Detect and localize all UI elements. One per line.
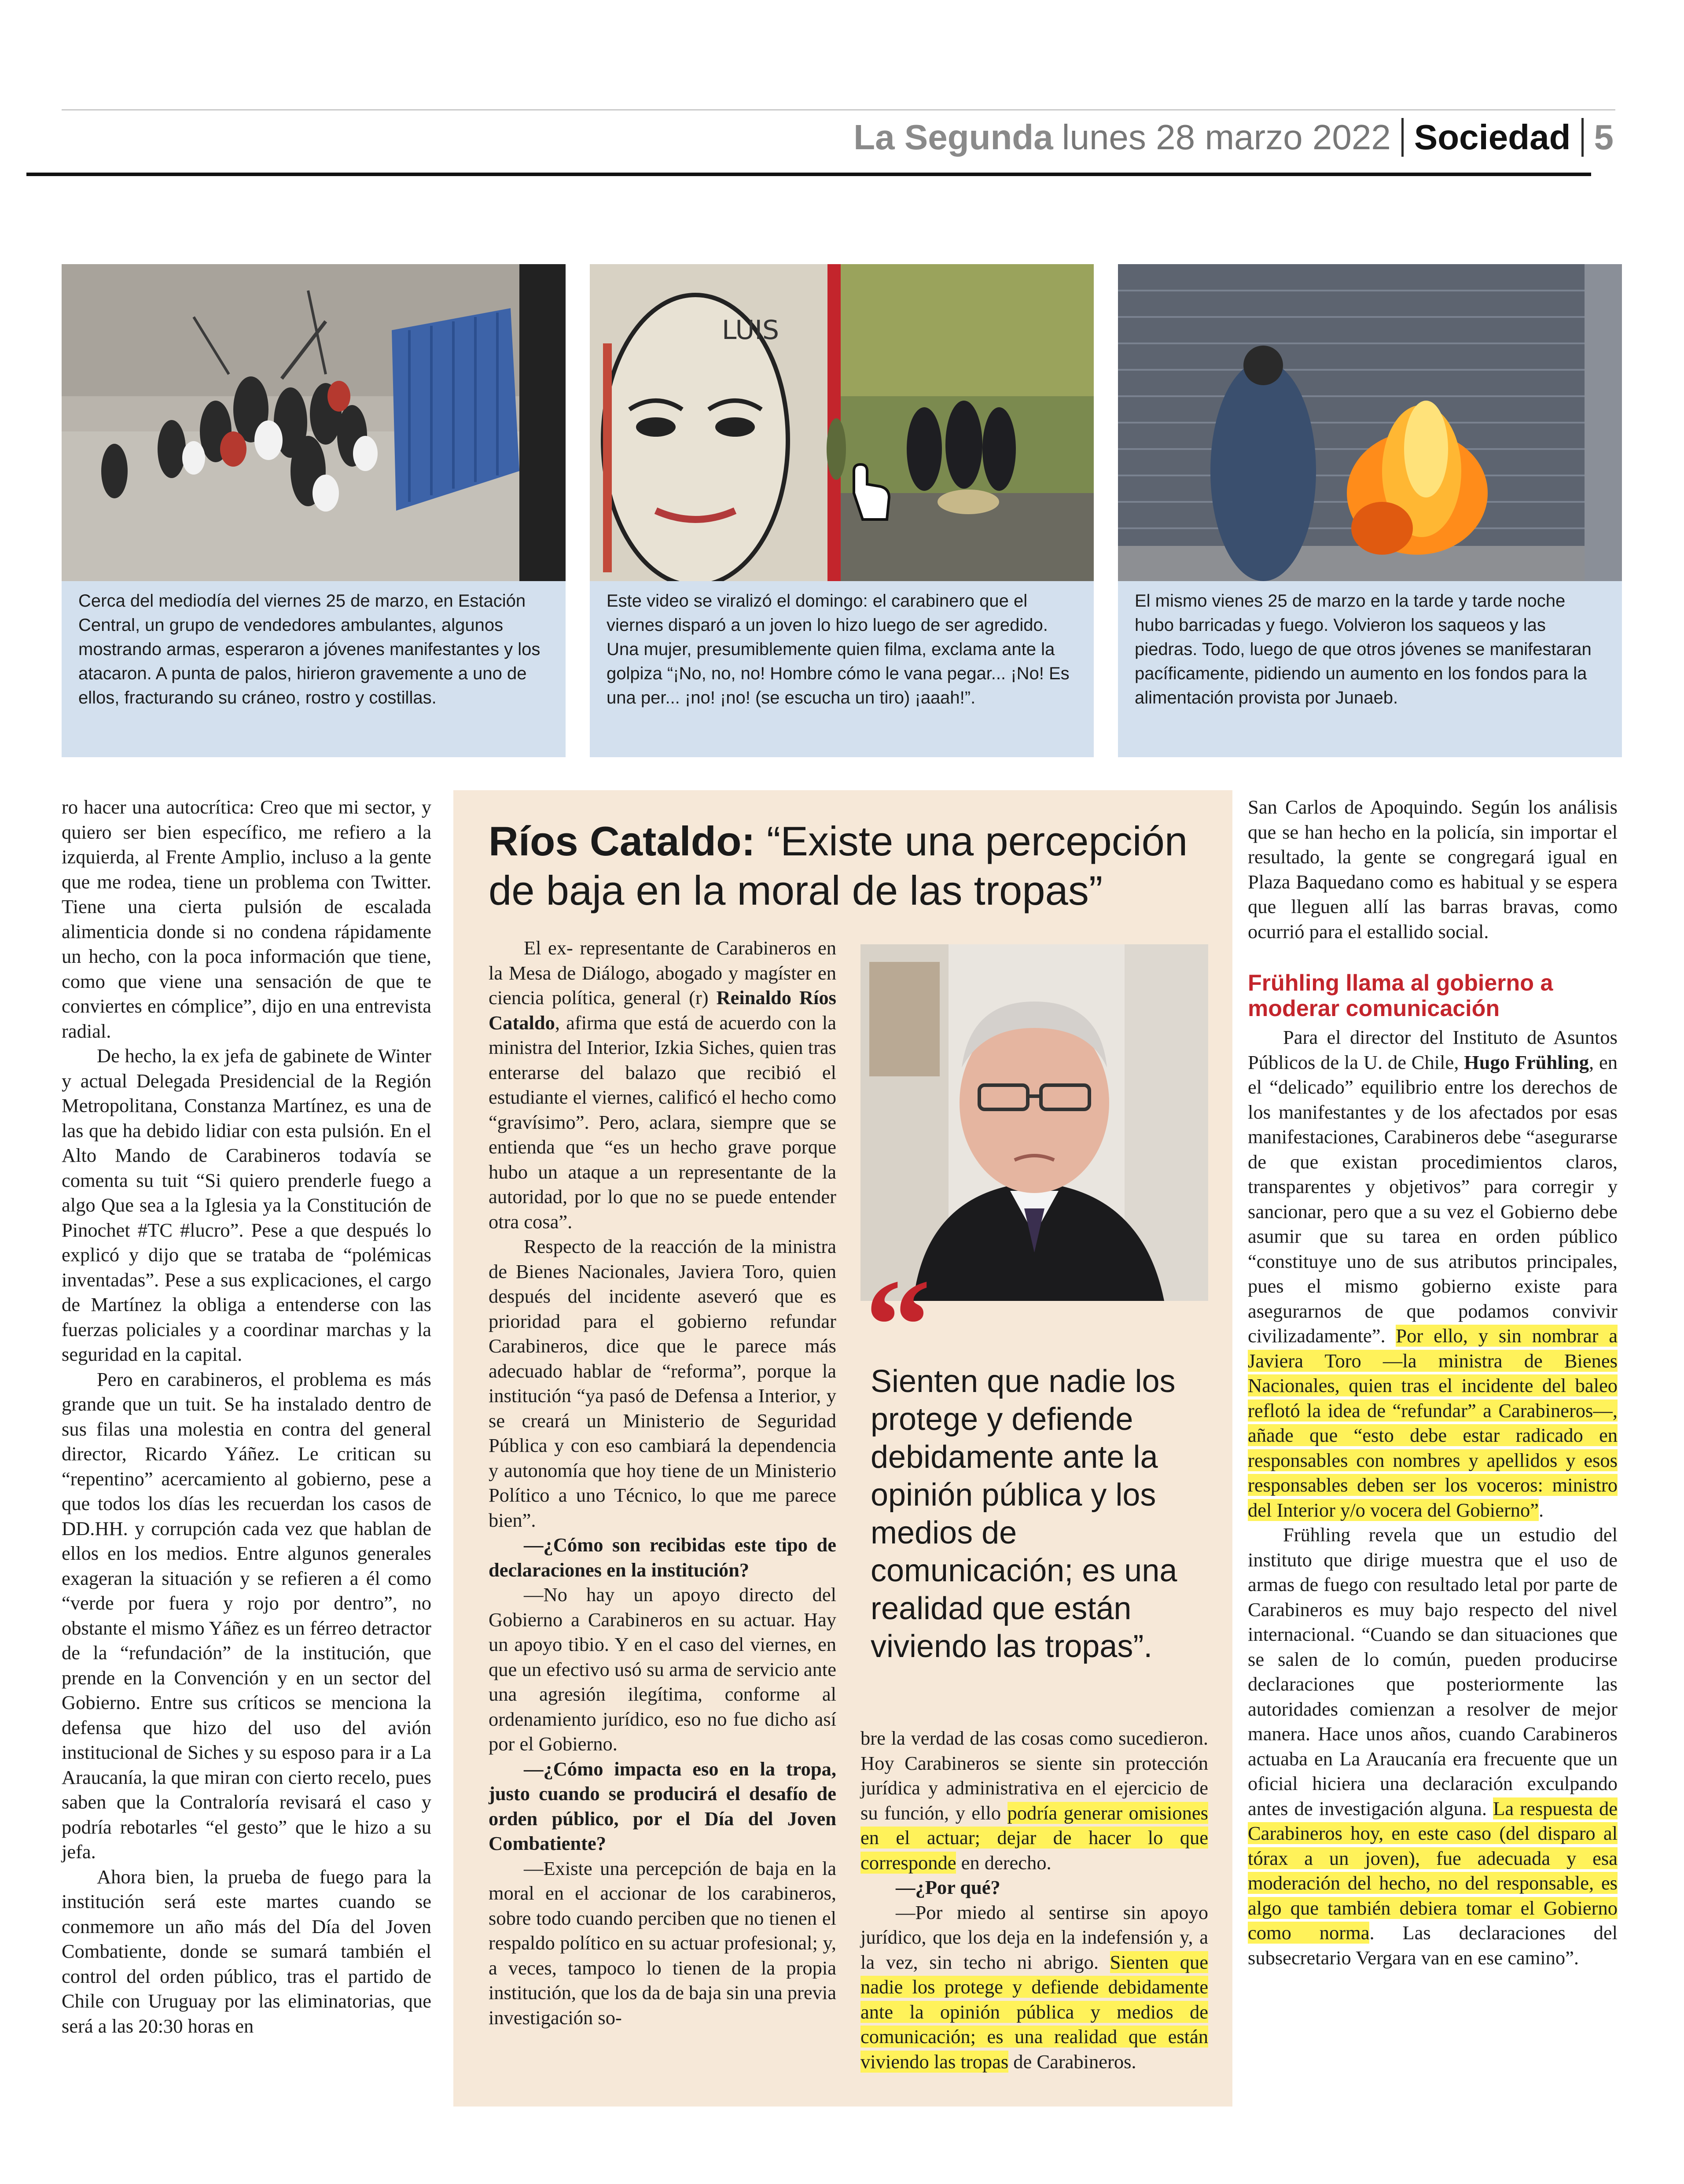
paragraph: Para el director del Instituto de Asuntos Públicos de la U. de Chile, Hugo Frühling, en el “delicado” equilibrio entre los derechos de los manifestantes y de los afectados por esas manifestaciones, Carabineros debe “asegurarse de que existan procedimientos claros, transparentes y objetivos” para corregir y sancionar, pero que a su vez el Gobierno debe asumir que su tarea en orden público “constituye uno de sus atributos principales, pues el mismo gobierno existe para asegurarnos de que podamos convivir civilizadamente”. Por ello, y sin nombrar a Javiera Toro —la ministra de Bienes Nacionales, quien tras el incidente del baleo reflotó la idea de “refundar” a Carabineros—, añade que “esto debe estar radicado en responsables con nombres y apellidos y esos responsables deben ser los voceros: ministro del Interior y/o vocera del Gobierno”. [1248, 1026, 1618, 1521]
header-separator [1401, 118, 1404, 157]
paragraph: bre la verdad de las cosas como sucedieron. Hoy Carabineros se siente sin protección jurídica y administrativa en el ejercicio de su función, y ello podría generar omisiones en el actuar; dejar de hacer lo que corresponde en derecho. [860, 1727, 1208, 1874]
mural-lettering: LUIS [722, 315, 779, 346]
newspaper-name: La Segunda [853, 118, 1053, 157]
paragraph: Frühling revela que un estudio del instituto que dirige muestra que el uso de armas de fuego con resultado letal por parte de Carabineros es muy bajo respecto del nivel internacional. “Cuando se dan situaciones que se salen de lo común, pueden producirse declaraciones que posteriormente las autoridades comienzan a resolver de mejor manera. Hace unos años, cuando Carabineros actuaba en La Araucanía era frecuente que un oficial hiciera una declaración exculpando antes de investigación alguna. La respuesta de Carabineros hoy, en este caso (del disparo al tórax a un joven), fue adecuada y esa moderación del hecho, no del responsable, es algo que también debiera tomar el Gobierno como norma. Las declaraciones del subsecretario Vergara van en ese camino”. [1248, 1524, 1618, 1969]
interview-answer: —Existe una percepción de baja en la moral en el accionar de los carabineros, sobre todo cuando perciben que no tienen el respaldo político en su actuar profesional; y, a veces, tampoco lo tienen de la propia institución, que los da de baja sin una previa investigación so- [489, 1857, 836, 2029]
header-rule [26, 173, 1591, 176]
interview-question: —¿Cómo impacta eso en la tropa, justo cuando se producirá el desafío de orden público, por el Día del Joven Combatiente? [489, 1757, 836, 1854]
interview-question: —¿Por qué? [896, 1876, 1000, 1898]
highlighted-text: podría generar omisiones en el actuar; dejar de hacer lo que corresponde [860, 1801, 1208, 1874]
photo-panel-3 [1118, 264, 1622, 757]
portrait-photo [860, 944, 1208, 1301]
page-number: 5 [1594, 118, 1614, 157]
paragraph: Respecto de la reacción de la ministra de Bienes Nacionales, Javiera Toro, quien después del incidente aseveró que es prioridad para el gobierno refundar Carabineros, dice que le parece más adecuado hablar de “reforma”, porque la institución “ya pasó de Defensa a Interior, y se creará un Ministerio de Seguridad Pública y con eso cambiará la dependencia y autonomía que hoy tiene de un Ministerio Político a uno Técnico, lo que me parece bien”. [489, 1235, 836, 1531]
section-name: Sociedad [1414, 118, 1571, 157]
page-header [853, 115, 1614, 159]
photo-barricade-fire [1118, 264, 1622, 581]
pull-quote: Sienten que nadie los protege y defiende debidamente ante la opinión pública y los medios de comunicación; es una realidad que están viviendo las tropas”. [871, 1364, 1177, 1664]
paragraph: San Carlos de Apoquindo. Según los análisis que se han hecho en la policía, sin importar el resultado, la gente se congregará igual en Plaza Baquedano como es habitual y se espera que lleguen allí las barras bravas, como ocurrió para el estallido social. [1248, 796, 1618, 943]
interview-answer: —Por miedo al sentirse sin apoyo jurídico, que los deja en la indefensión y, a la vez, sin techo ni abrigo. Sienten que nadie los protege y defiende debidamente ante la opinión pública y medios de comunicación; es una realidad que están viviendo las tropas de Carabineros. [860, 1901, 1208, 2073]
interview-headline [489, 817, 1219, 915]
issue-date: lunes 28 marzo 2022 [1062, 118, 1391, 157]
photo-caption: El mismo vienes 25 de marzo en la tarde y tarde noche hubo barricadas y fuego. Volvieron los saqueos y las piedras. Todo, luego de que otros jóvenes se manifestaran pacíficamente, pidiendo un aumento en los fondos para la alimentación provista por Junaeb. [1135, 591, 1592, 707]
photo-panel-1 [62, 264, 566, 757]
video-still-mural [590, 264, 1094, 581]
header-separator [1581, 118, 1584, 157]
subheading: Frühling llama al gobierno a moderar comunicación [1248, 970, 1553, 1021]
interview-question: —¿Cómo son recibidas este tipo de declaraciones en la institución? [489, 1534, 836, 1581]
photo-street-attack [62, 264, 566, 581]
headline-quote: “Existe una percepción de baja en la moral de las tropas” [489, 818, 1188, 913]
article-column-1 [62, 795, 431, 2038]
headline-name: Ríos Cataldo: [489, 818, 755, 864]
photo-caption: Cerca del mediodía del viernes 25 de marzo, en Estación Central, un grupo de vendedores ambulantes, algunos mostrando armas, esperaron a jóvenes manifestantes y los atacaron. A punta de palos, hirieron gravemente a uno de ellos, fracturando su cráneo, rostro y costillas. [78, 591, 540, 707]
interview-answer: —No hay un apoyo directo del Gobierno a Carabineros en su actuar. Hay un apoyo tibio. Y en el caso del viernes, en que un efectivo usó su arma de servicio ante una agresión ilegítima, conforme al ordenamiento jurídico, eso no fue dicho así por el Gobierno. [489, 1584, 836, 1755]
interview-column-1 [489, 935, 836, 2030]
interview-column-2 [860, 1726, 1208, 2074]
paragraph: Pero en carabineros, el problema es más grande que un tuit. Se ha instalado dentro de sus filas una molestia en contra del general director, Ricardo Yáñez. Le critican su “repentino” acercamiento al gobierno, pese a que todos los días les recuerdan los casos de DD.HH. y corrupción cada vez que hablan de ellos en los medios. Entre algunos generales exageran la situación y se refieren a él como “verde por fuera y rojo por dentro”, no obstante el mismo Yáñez es un férreo detractor de la “refundación” de la institución, que prende en la Convención y en un sector del Gobierno. Entre sus críticos se menciona la defensa que hizo del uso del avión institucional de Siches y su esposo para ir a La Araucanía, la que miran con cierto recelo, pues saben que la Contraloría revisará el caso y podría rebotarles “el gesto” que le hizo a su jefa. [62, 1368, 431, 1863]
paragraph: El ex- representante de Carabineros en la Mesa de Diálogo, abogado y magíster en ciencia política, general (r) Reinaldo Ríos Cataldo, afirma que está de acuerdo con la ministra del Interior, Izkia Siches, quien tras enterarse del balazo que recibió el estudiante el viernes, calificó el hecho como “gravísimo”. Pero, aclara, siempre que se entienda que “es un hecho grave porque hubo un ataque a un representante de la autoridad, por lo que no se puede entender otra cosa”. [489, 937, 836, 1233]
photo-caption: Este video se viralizó el domingo: el carabinero que el viernes disparó a un joven lo hizo luego de ser agredido. Una mujer, presumiblemente quien filma, exclama ante la golpiza “¡No, no, no! Hombre cómo le vana pegar... ¡No! Es una per... ¡no! ¡no! (se escucha un tiro) ¡aaah!”. [607, 591, 1070, 707]
quote-mark-icon: “ [865, 1252, 931, 1398]
article-column-2 [1248, 795, 1618, 1970]
interview-box [453, 790, 1232, 2107]
highlighted-text: La respuesta de Carabineros hoy, en este caso (del disparo al tórax a un joven), fue adecuada y esa moderación del hecho, no del responsable, es algo que también debiera tomar el Gobierno como norma [1248, 1797, 1618, 1944]
highlighted-text: Sienten que nadie los protege y defiende debidamente ante la opinión pública y medios de comunicación; es una realidad que están viviendo las tropas [860, 1951, 1208, 2073]
photo-panel-2 [590, 264, 1094, 757]
paragraph: Ahora bien, la prueba de fuego para la institución será este martes cuando se conmemore un año más del Día del Joven Combatiente, donde se sumará también el control del orden público, tras el partido de Chile con Uruguay por las eliminatorias, que será a las 20:30 horas en [62, 1865, 431, 2037]
highlighted-text: Por ello, y sin nombrar a Javiera Toro —la ministra de Bienes Nacionales, quien tras el incidente del baleo reflotó la idea de “refundar” a Carabineros—, añade que “esto debe estar radicado en responsables con nombres y apellidos y esos responsables deben ser los voceros: ministro del Interior y/o vocera del Gobierno” [1248, 1325, 1618, 1521]
paragraph: ro hacer una autocrítica: Creo que mi sector, y quiero ser bien específico, me refiero a la izquierda, al Frente Amplio, incluso a la gente que me rodea, tiene un problema con Twitter. Tiene una cierta pulsión de escalada alimenticia donde si no condena rápidamente un hecho, con la poca información que tiene, como que viene una sensación de que te conviertes en cómplice”, dijo en una entrevista radial. [62, 796, 431, 1042]
top-rule [62, 109, 1615, 110]
paragraph: De hecho, la ex jefa de gabinete de Winter y actual Delegada Presidencial de la Región Metropolitana, Constanza Martínez, es una de las que ha debido lidiar con esta pulsión. En el Alto Mando de Carabineros todavía se comenta su tuit “Si quiero prenderle fuego a algo Que sea a la Iglesia ya la Constitución de Pinochet #TC #lucro”. Pese a que después lo explicó y dijo que se trataba de “polémicas inventadas”. Pese a sus explicaciones, el cargo de Martínez la obliga a entenderse con las fuerzas policiales y a coordinar marchas y la seguridad en la capital. [62, 1045, 431, 1365]
